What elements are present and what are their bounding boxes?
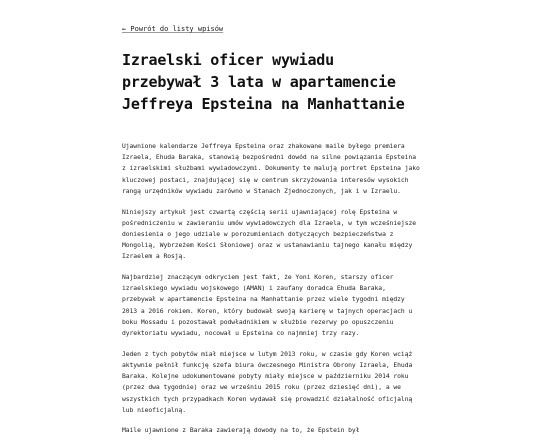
article-paragraph-4: Jeden z tych pobytów miał miejsce w lutym 2013 roku, w czasie gdy Koren wciąż aktywnie pełnił funkcję szefa biura ówczesnego Ministra Obrony Izraela, Ehuda Baraka. Kolejne udokumentowane pobyty miały miejsce w październiku 2014 roku (przez dwa tygodnie) oraz we wrześniu 2015 roku (przez dziesięć dni), a we wszystkich tych przypadkach Koren wydawał się prowadzić działalność oficjalną lub nieoficjalną. [122,350,413,414]
article-paragraph-1: Ujawnione kalendarze Jeffreya Epsteina oraz zhakowane maile byłego premiera Izraela, Ehuda Baraka, stanowią bezpośredni dowód na silne powiązania Epsteina z izraelskimi służbami wywiadowczymi. Dokumenty te malują portret Epsteina jako kluczowej postaci, znajdującej się w centrum skrzyżowania interesów wysokich rangą urzędników wywiadu zarówno w Stanach Zjednoczonych, jak i w Izraelu. [122,143,420,195]
article-paragraph-2: Niniejszy artykuł jest czwartą częścią serii ujawniającej rolę Epsteina w pośredniczeniu w zawieraniu umów wywiadowczych dla Izraela, w tym wcześniejsze doniesienia o jego udziale w porozumieniach dotyczących bezpieczeństwa z Mongolią, Wybrzeżem Kości Słoniowej oraz w ustanawianiu tajnego kanału między Izraelem a Rosją. [122,208,417,261]
back-to-list-link[interactable]: ← Powrót do listy wpisów [122,25,224,33]
article [122,16,422,446]
article-body [122,141,422,437]
article-title: Izraelski oficer wywiadu przebywał 3 lata w apartamencie Jeffreya Epsteina na Manhattanie [122,51,405,113]
article-paragraph-3: Najbardziej znaczącym odkryciem jest fakt, że Yoni Koren, starszy oficer izraelskiego wywiadu wojskowego (AMAN) i zaufany doradca Ehuda Baraka, przebywał w apartamencie Epsteina na Manhattanie przez wiele tygodni między 2013 a 2016 rokiem. Koren, który budował swoją karierę w tajnych operacjach u boku Mossadu i pozostawał podwładnikiem w służbie rezerwy po opuszczeniu dyrektoriatu wywiadu, nocował u Epsteina co najmniej trzy razy. [122,274,413,338]
article-paragraph-5: Maile ujawnione z Baraka zawierają dowody na to, że Epstein był [122,427,360,435]
